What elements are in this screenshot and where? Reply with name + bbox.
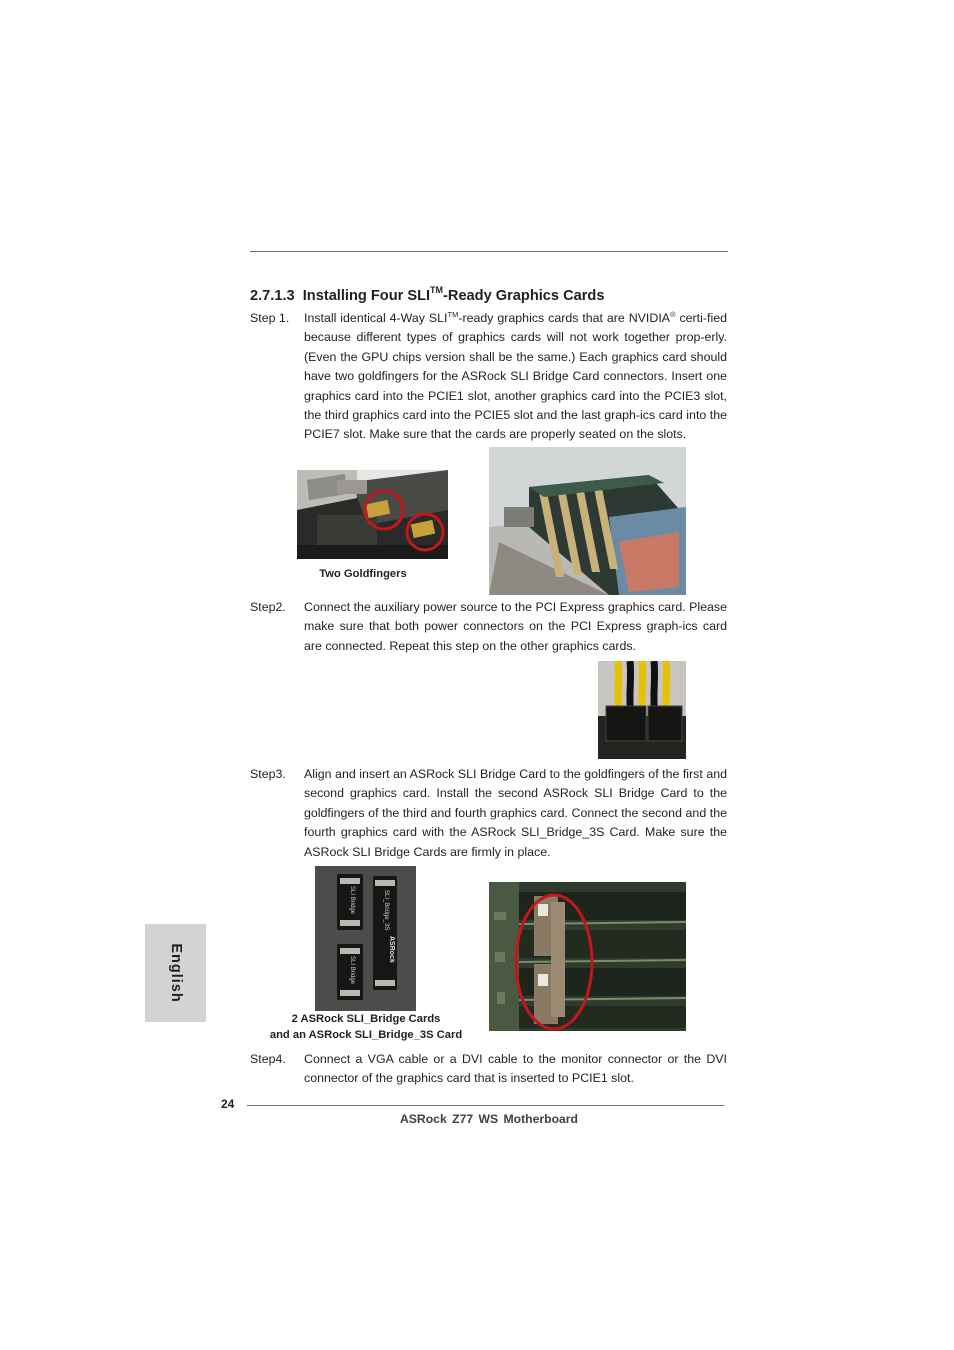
section-number: 2.7.1.3 — [250, 287, 295, 304]
language-side-tab — [145, 924, 206, 1022]
power-connector-photo — [598, 661, 686, 759]
page-number: 24 — [221, 1097, 235, 1111]
bridge-card-small-2: SLI Bridge — [349, 956, 355, 985]
step-3-text: Align and insert an ASRock SLI Bridge Card to the goldfingers of the first and second graphics card. Install the second ASRock SLI Bridge Card to the goldfingers of the third and fourth graphics card. Connect the second and the fourth graphics card with the ASRock SLI_Bridge_3S Card. Make sure the ASRock SLI Bridge Cards are firmly in place. — [304, 767, 727, 859]
language-label: English — [167, 943, 184, 1003]
installed-bridges-photo — [489, 882, 686, 1031]
goldfinger-photo — [297, 470, 448, 559]
bridge-card-long: SLI_Bridge_3S ASRock — [383, 890, 395, 963]
bridge-caption-line-1: 2 ASRock SLI_Bridge Cards — [291, 1013, 441, 1025]
section-title-post: -Ready Graphics Cards — [443, 287, 605, 304]
section-title-pre: Installing Four SLI — [302, 287, 431, 304]
step-4-label: Step4. — [250, 1052, 286, 1066]
step-2-text: Connect the auxiliary power source to the PCI Express graphics card. Please make sure that both power connectors on the PCI Express graph-ics card are connected. Repeat this step on the other graphics cards. — [304, 600, 727, 653]
four-cards-photo — [489, 447, 686, 595]
trademark-mark: TM — [430, 285, 444, 295]
header-rule — [250, 251, 728, 252]
section-title — [250, 286, 604, 304]
step-2-label: Step2. — [250, 600, 286, 614]
step-4-text: Connect a VGA cable or a DVI cable to the monitor connector or the DVI connector of the graphics card that is inserted to PCIE1 slot. — [304, 1052, 727, 1086]
footer-product-name: ASRock Z77 WS Motherboard — [400, 1112, 578, 1126]
footer-rule — [247, 1105, 724, 1106]
step-1-text: Install identical 4-Way SLI™-ready graphics cards that are NVIDIA® certi-fied because different types of graphics cards will not work together prop-erly. (Even the GPU chips version shall be the same.) Each graphics card should have two goldfingers for the ASRock SLI Bridge Card connectors. Insert one graphics card into the PCIE1 slot, another graphics card into the PCIE3 slot, the third graphics card into the PCIE5 slot and the last graph-ics card into the PCIE7 slot. Make sure that the cards are properly seated on the slots. — [304, 309, 727, 442]
bridge-card-small-1: SLI Bridge — [349, 886, 355, 915]
bridge-cards-photo — [315, 866, 416, 1011]
bridge-caption — [268, 1011, 464, 1043]
step-1-label: Step 1. — [250, 311, 290, 325]
bridge-caption-line-2: and an ASRock SLI_Bridge_3S Card — [269, 1029, 463, 1041]
goldfingers-caption: Two Goldfingers — [319, 568, 407, 580]
step-3-label: Step3. — [250, 767, 286, 781]
